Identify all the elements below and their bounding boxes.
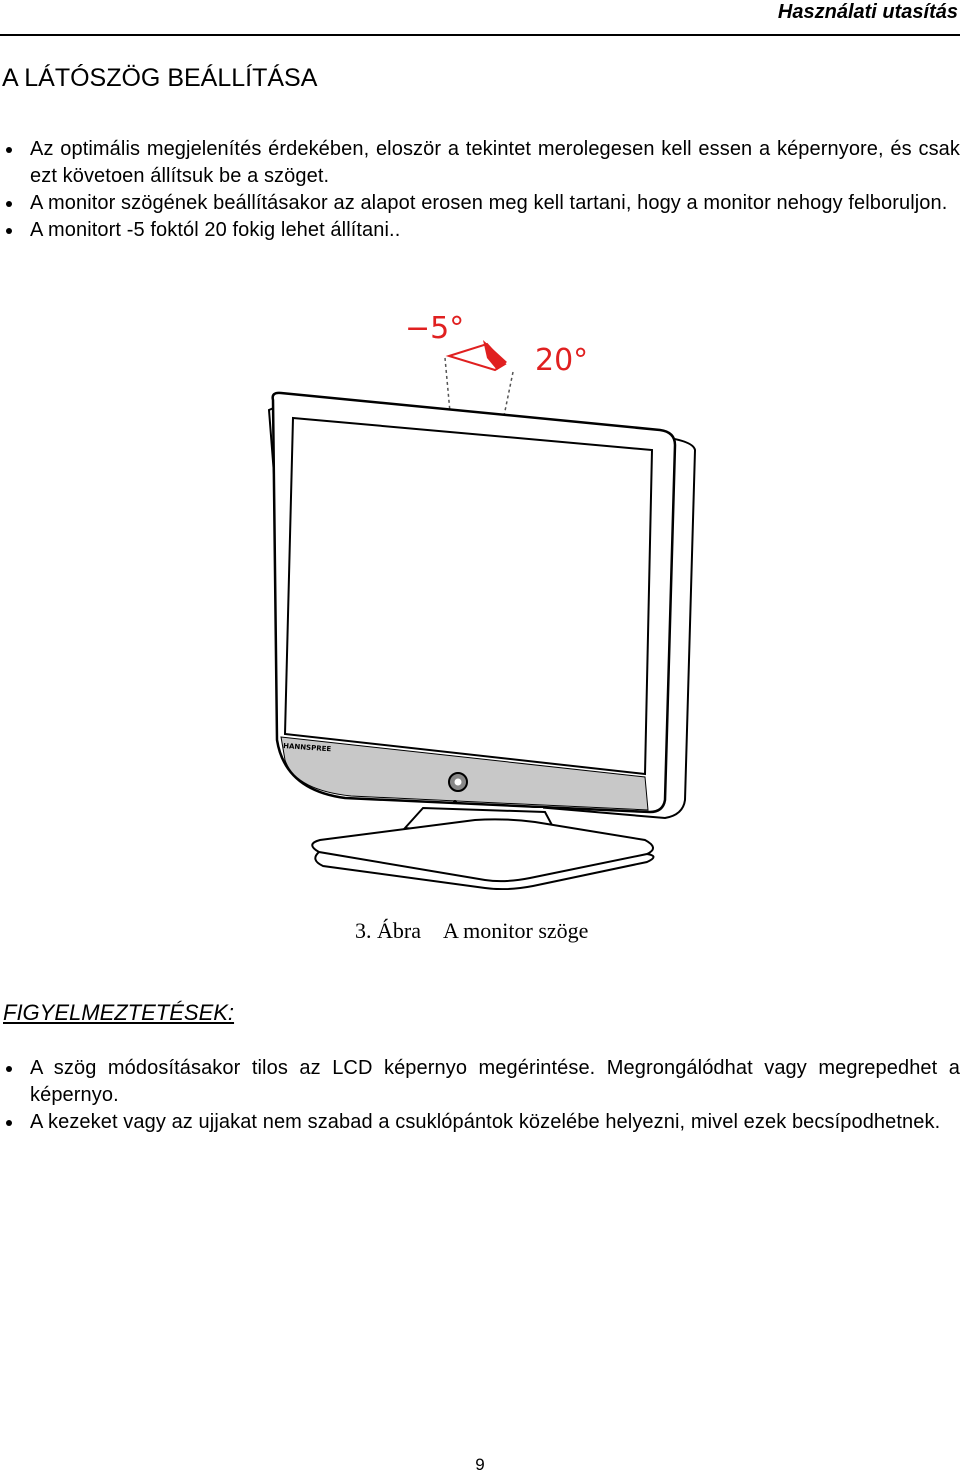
angle-max-label: 20°	[535, 343, 589, 378]
svg-text:HANNSPREE: HANNSPREE	[282, 742, 332, 754]
caption-number: 3. Ábra	[355, 918, 421, 943]
list-item: A monitor szögének beállításakor az alapot erosen meg kell tartani, hogy a monitor nehogy felboruljon.	[0, 190, 960, 217]
list-item: A kezeket vagy az ujjakat nem szabad a csuklópántok közelébe helyezni, mivel ezek becsípodhetnek.	[0, 1109, 960, 1136]
caption-text: A monitor szöge	[442, 918, 589, 943]
monitor-screen	[282, 418, 652, 774]
list-item: A monitort -5 foktól 20 fokig lehet állítani..	[0, 217, 960, 244]
monitor-illustration	[255, 300, 705, 890]
list-item: Az optimális megjelenítés érdekében, eloször a tekintet merolegesen kell essen a képernyore, és csak ezt követoen állítsuk be a szöget.	[0, 136, 960, 190]
warning-list	[0, 1055, 960, 1136]
figure-caption	[355, 918, 610, 944]
monitor-tilt-figure	[255, 300, 705, 890]
header-title: Használati utasítás	[777, 1, 958, 23]
section-title: A LÁTÓSZÖG BEÁLLÍTÁSA	[2, 64, 318, 92]
page-number: 9	[475, 1455, 485, 1474]
instructions-list	[0, 136, 960, 244]
list-item: A szög módosításakor tilos az LCD képernyo megérintése. Megrongálódhat vagy megrepedhet a képernyo.	[0, 1055, 960, 1109]
warning-title: FIGYELMEZTETÉSEK:	[3, 1000, 235, 1025]
angle-min-label: −5°	[405, 311, 465, 346]
page-header	[0, 0, 960, 36]
